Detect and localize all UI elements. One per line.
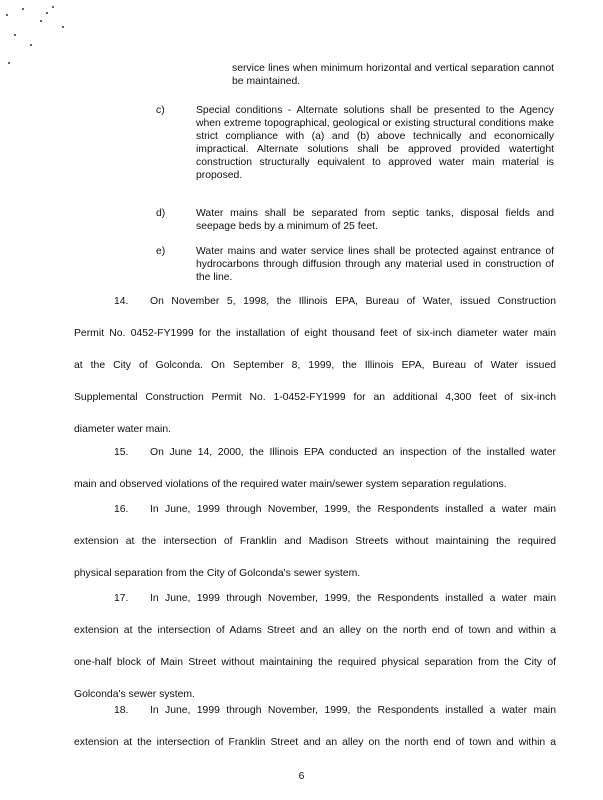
list-item-text: Special conditions - Alternate solutions shall be presented to the Agency when extreme topographical, geological or existing structural conditions make strict compliance with (a) and (b) above technically and economically impractical. Alternate solutions shall be approved provided watertight construction structurally equivalent to approved water main material is proposed. (196, 105, 554, 181)
paragraph-line: On November 5, 1998, the Illinois EPA, Bureau of Water, issued Construction (150, 296, 556, 307)
paragraph-number: 16. (114, 504, 129, 515)
paragraph-number: 15. (114, 447, 129, 458)
list-item-label: c) (156, 105, 165, 116)
list-item-text: Water mains shall be separated from septic tanks, disposal fields and seepage beds by a minimum of 25 feet. (196, 208, 554, 232)
list-item-text: Water mains and water service lines shall be protected against entrance of hydrocarbons through diffusion through any material used in construction of the line. (196, 246, 554, 283)
paragraph-line: at the City of Golconda. On September 8, 1999, the Illinois EPA, Bureau of Water issued (74, 360, 556, 371)
paragraph-number: 14. (114, 296, 129, 307)
paragraph-line: physical separation from the City of Golconda's sewer system. (74, 568, 361, 579)
paragraph-line: On June 14, 2000, the Illinois EPA conducted an inspection of the installed water (150, 447, 556, 458)
paragraph-line: diameter water main. (74, 424, 172, 435)
paragraph-line: Golconda's sewer system. (74, 689, 195, 700)
list-item-label: e) (156, 246, 166, 257)
paragraph-line: main and observed violations of the required water main/sewer system separation regulations. (74, 479, 507, 490)
paragraph-line: one-half block of Main Street without maintaining the required physical separation from the City of (74, 657, 556, 668)
paragraph-line: Supplemental Construction Permit No. 1-0452-FY1999 for an additional 4,300 feet of six-inch (74, 392, 556, 403)
paragraph-line: In June, 1999 through November, 1999, the Respondents installed a water main (150, 705, 556, 716)
paragraph-line: In June, 1999 through November, 1999, the Respondents installed a water main (150, 504, 556, 515)
scan-specks (0, 0, 80, 80)
list-item-label: d) (156, 208, 166, 219)
paragraph-line: extension at the intersection of Franklin and Madison Streets without maintaining the required (74, 536, 556, 547)
paragraph-line: extension at the intersection of Franklin Street and an alley on the north end of town and within a (74, 737, 556, 748)
continuation-text: service lines when minimum horizontal and vertical separation cannot be maintained. (232, 63, 554, 87)
paragraph-line: extension at the intersection of Adams Street and an alley on the north end of town and within a (74, 625, 556, 636)
paragraph-line: Permit No. 0452-FY1999 for the installation of eight thousand feet of six-inch diameter water main (74, 328, 556, 339)
paragraph-number: 17. (114, 593, 129, 604)
page-number: 6 (298, 771, 305, 782)
paragraph-number: 18. (114, 705, 129, 716)
paragraph-line: In June, 1999 through November, 1999, the Respondents installed a water main (150, 593, 556, 604)
